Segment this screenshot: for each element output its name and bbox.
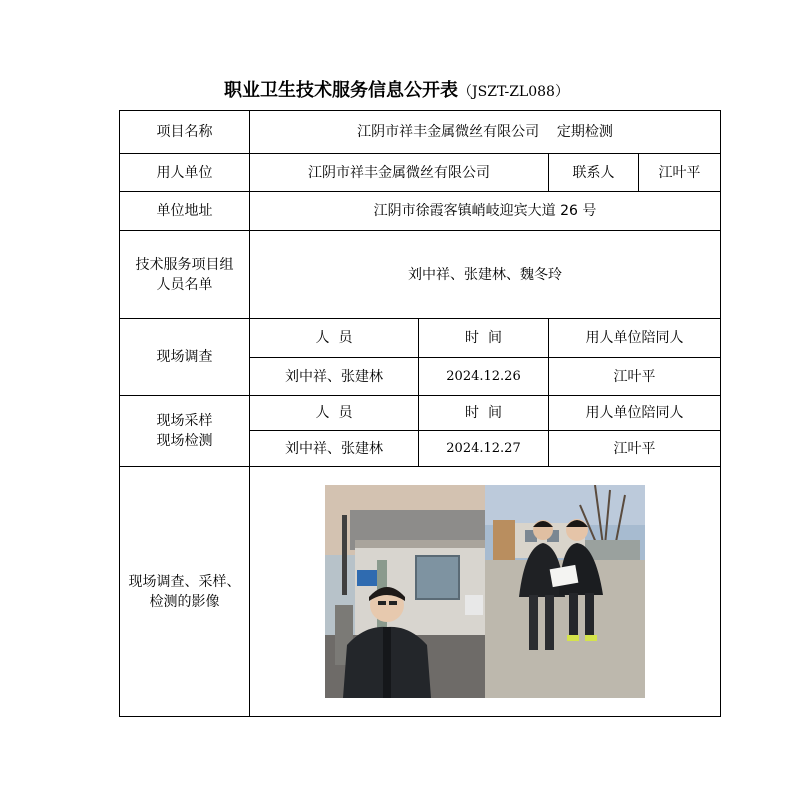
sampling-people: 刘中祥、张建林 <box>250 431 419 467</box>
sampling-time-header: 时 间 <box>419 396 549 431</box>
page-title <box>0 76 793 102</box>
sampling-people-header: 人 员 <box>250 396 419 431</box>
row-address <box>120 192 721 231</box>
info-table <box>119 110 721 717</box>
sampling-label: 现场采样现场检测 <box>120 396 250 467</box>
contact-label: 联系人 <box>549 154 639 192</box>
project-label: 项目名称 <box>120 111 250 154</box>
row-team <box>120 231 721 319</box>
survey-companion: 江叶平 <box>549 358 721 396</box>
address-value: 江阴市徐霞客镇峭岐迎宾大道 26 号 <box>250 192 721 231</box>
employer-label: 用人单位 <box>120 154 250 192</box>
survey-time-header: 时 间 <box>419 319 549 358</box>
sampling-companion-header: 用人单位陪同人 <box>549 396 721 431</box>
employer-value: 江阴市祥丰金属微丝有限公司 <box>250 154 549 192</box>
survey-companion-header: 用人单位陪同人 <box>549 319 721 358</box>
row-sampling-header <box>120 396 721 431</box>
images-label: 现场调查、采样、检测的影像 <box>120 467 250 717</box>
images-cell <box>250 467 721 717</box>
team-value: 刘中祥、张建林、魏冬玲 <box>250 231 721 319</box>
survey-label: 现场调查 <box>120 319 250 396</box>
row-project <box>120 111 721 154</box>
survey-time: 2024.12.26 <box>419 358 549 396</box>
survey-people-header: 人 员 <box>250 319 419 358</box>
sampling-companion: 江叶平 <box>549 431 721 467</box>
site-photo-inspection <box>485 485 645 698</box>
contact-value: 江叶平 <box>639 154 721 192</box>
address-label: 单位地址 <box>120 192 250 231</box>
row-survey-header <box>120 319 721 358</box>
project-value: 江阴市祥丰金属微丝有限公司 定期检测 <box>250 111 721 154</box>
row-images <box>120 467 721 717</box>
title-code: （JSZT-ZL088） <box>458 84 569 100</box>
row-employer <box>120 154 721 192</box>
title-main: 职业卫生技术服务信息公开表 <box>224 80 459 101</box>
photo-strip <box>254 485 716 698</box>
team-label: 技术服务项目组人员名单 <box>120 231 250 319</box>
survey-people: 刘中祥、张建林 <box>250 358 419 396</box>
sampling-time: 2024.12.27 <box>419 431 549 467</box>
site-photo-gatehouse <box>325 485 485 698</box>
